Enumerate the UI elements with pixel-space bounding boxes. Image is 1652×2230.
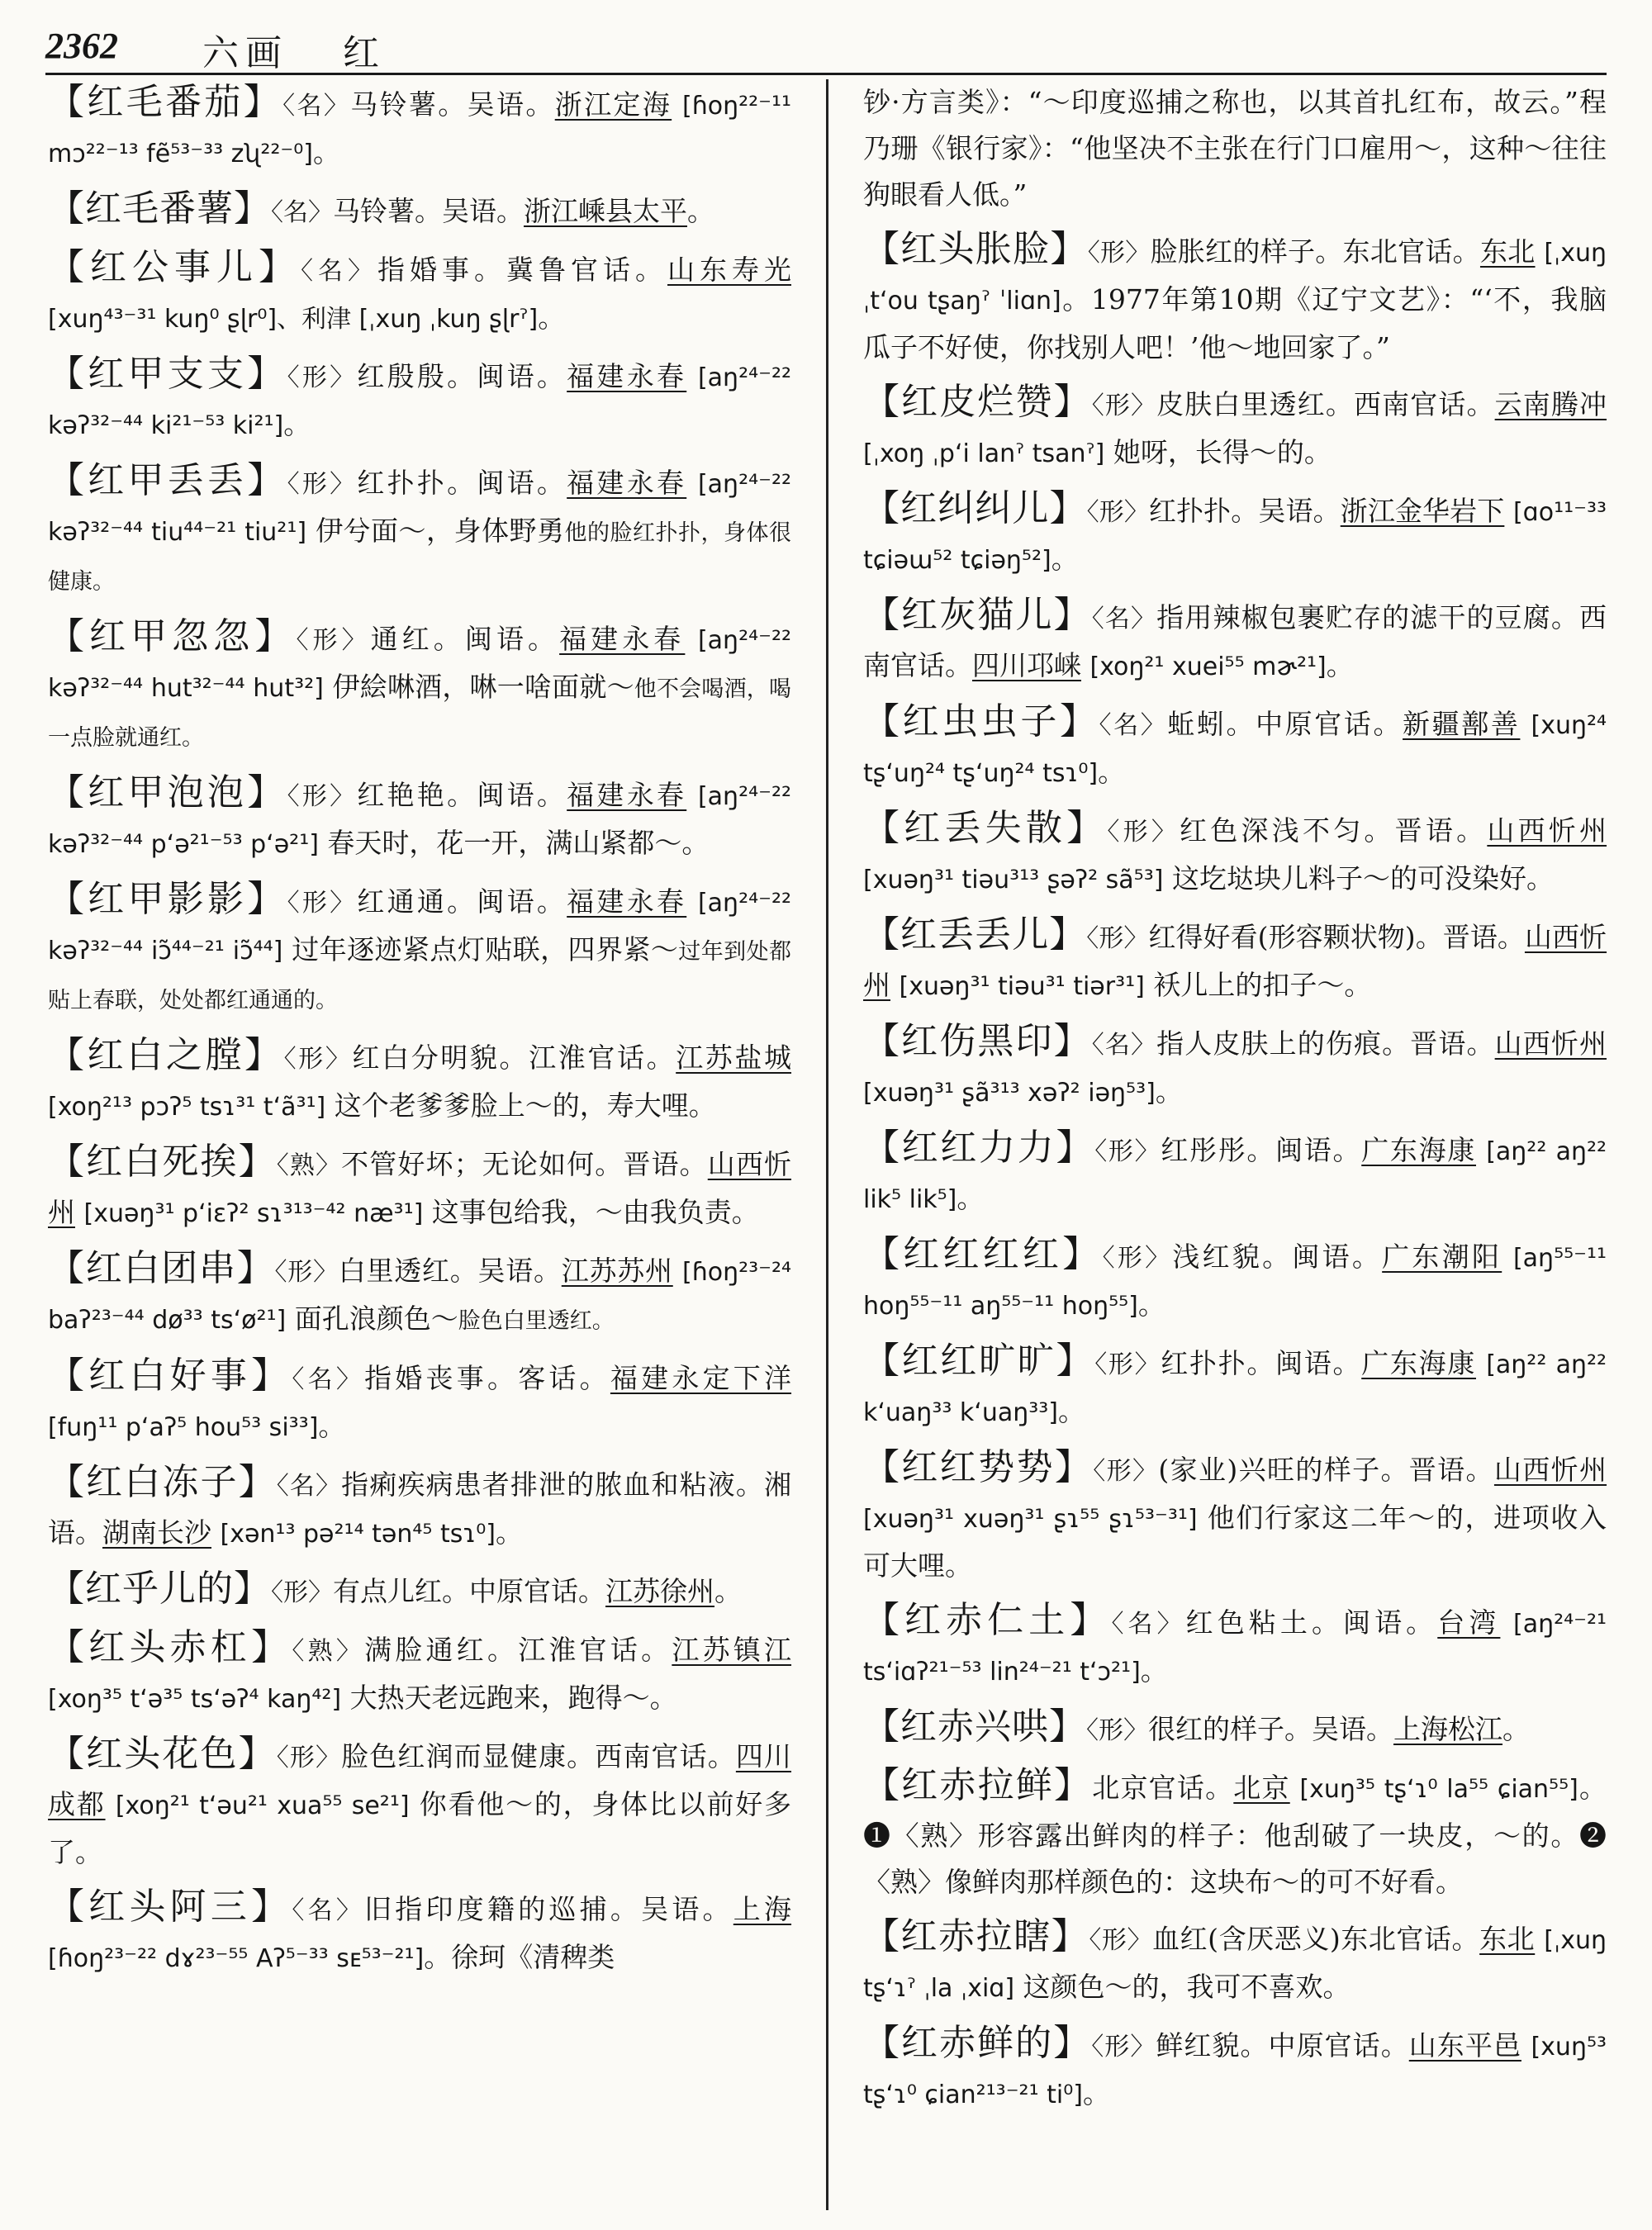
dialect-region: 北京 [1233, 1772, 1290, 1804]
column-divider [826, 79, 828, 2210]
dialect-region: 广东海康 [1361, 1134, 1476, 1166]
example-gloss: 过年到处都贴上春联，处处都红通通的。 [48, 939, 791, 1013]
part-of-speech: 〈名〉 [282, 92, 351, 121]
entry-headword: 【红丢丢儿】 [863, 913, 1087, 956]
example-text: 伊兮面～，身体野勇 [306, 515, 565, 547]
part-of-speech: 〈形〉 [276, 1744, 342, 1772]
definition: 浅红貌。闽语。 [1172, 1241, 1383, 1273]
dialect-region: 山西忻州 [48, 1148, 791, 1228]
entry-headword: 【红红旷旷】 [863, 1340, 1095, 1382]
dictionary-entry [48, 1032, 791, 1131]
definition: 红扑扑。闽语。 [1161, 1347, 1362, 1379]
pronunciation: [aŋ²² aŋ²² k‘uaŋ³³ k‘uaŋ³³] [863, 1350, 1607, 1427]
example-text: 。徐珂《清稗类 [424, 1941, 615, 1973]
dialect-region: 江苏徐州 [605, 1575, 714, 1607]
dialect-region: 江苏苏州 [561, 1255, 673, 1287]
pronunciation: [aŋ²⁴⁻²² kəʔ³²⁻⁴⁴ hut³²⁻⁴⁴ hut³²] [48, 626, 792, 703]
entry-headword: 【红赤拉鲜】 [863, 1764, 1093, 1806]
entry-headword: 【红赤拉瞎】 [863, 1915, 1089, 1957]
definition: 红殷殷。闽语。 [357, 360, 567, 392]
example-text: 。 [312, 136, 340, 168]
example-text: 。 [1082, 2077, 1110, 2109]
dialect-region: 福建永春 [567, 779, 687, 811]
dictionary-entry [48, 79, 791, 178]
pronunciation: [xuŋ³⁵ tʂ‘ɿ⁰ la⁵⁵ ɕian⁵⁵] [1299, 1775, 1578, 1804]
pronunciation: [xuŋ²⁴ tʂ‘uŋ²⁴ tʂ‘uŋ²⁴ tsɿ⁰] [863, 711, 1607, 788]
entry-headword: 【红纠纠儿】 [863, 487, 1087, 529]
pronunciation: [aŋ²⁴⁻²² kəʔ³²⁻⁴⁴ p‘ə²¹⁻⁵³ p‘ə²¹] [48, 782, 792, 859]
dictionary-entry [863, 592, 1607, 690]
dictionary-entry [863, 1018, 1607, 1117]
pronunciation: [fuŋ¹¹ p‘aʔ⁵ hou⁵³ si³³] [48, 1413, 319, 1442]
definition: (家业)兴旺的样子。晋语。 [1158, 1454, 1494, 1486]
definition: 鲜红貌。中原官话。 [1156, 2029, 1409, 2062]
dialect-region: 四川成都 [48, 1740, 791, 1820]
definition: 红艳艳。闽语。 [357, 779, 567, 811]
part-of-speech: 〈形〉 [1094, 1137, 1161, 1166]
left-column [48, 79, 791, 1990]
example-text: 。 [538, 301, 566, 334]
dictionary-entry [48, 1459, 791, 1558]
section-title: 六画 [202, 32, 288, 74]
definition: 红色深浅不匀。晋语。 [1180, 814, 1488, 847]
dictionary-entry [863, 1763, 1607, 1905]
example-text: 这圪垯块儿料子～的可没染好。 [1163, 862, 1554, 894]
pronunciation: [xuŋ⁵³ tʂ‘ɿ⁰ ɕian²¹³⁻²¹ ti⁰] [863, 2033, 1607, 2109]
example-text: 面孔浪颜色～ [286, 1302, 458, 1335]
dictionary-entry [48, 1566, 791, 1616]
pronunciation: [xən¹³ pə²¹⁴ tən⁴⁵ tsɿ⁰] [220, 1520, 496, 1549]
entry-headword: 【红白好事】 [48, 1355, 292, 1397]
example-text: 。 [1502, 1713, 1530, 1745]
pronunciation: [xuŋ⁴³⁻³¹ kuŋ⁰ ʂɭr⁰]、利津 [ˌxuŋ ˌkuŋ ʂɭrˀ] [48, 305, 539, 334]
entry-headword: 【红红力力】 [863, 1127, 1095, 1169]
dialect-region: 浙江金华岩下 [1340, 495, 1505, 527]
part-of-speech: 〈熟〉 [276, 1151, 342, 1180]
definition: 红得好看(形容颗状物)。晋语。 [1148, 921, 1525, 953]
pronunciation: [xuəŋ³¹ ʂã³¹³ xəʔ² iəŋ⁵³] [863, 1079, 1156, 1108]
example-text: 。 [496, 1516, 523, 1549]
part-of-speech: 〈形〉 [283, 1045, 353, 1074]
pronunciation: [xoŋ²¹ xuei⁵⁵ mɚ²¹] [1089, 652, 1327, 681]
dialect-region: 福建永定下洋 [610, 1362, 792, 1394]
definition: 血红(含厌恶义)东北官话。 [1152, 1923, 1480, 1955]
example-gloss: 脸色白里透红。 [458, 1308, 615, 1334]
part-of-speech: 〈形〉 [1087, 239, 1151, 268]
dictionary-entry [48, 1625, 791, 1723]
example-text: 。 [1137, 1288, 1165, 1321]
example-text: 大热天老远跑来，跑得～。 [341, 1682, 677, 1714]
example-gloss: 他的脸红扑扑，身体很健康。 [48, 520, 791, 595]
dialect-region: 上海松江 [1393, 1713, 1502, 1745]
definition: 有点儿红。中原官话。 [333, 1575, 605, 1607]
right-column [863, 79, 1607, 2127]
dictionary-entry [863, 226, 1607, 371]
pronunciation: [xuəŋ³¹ tiəu³¹ tiər³¹] [899, 972, 1145, 1001]
example-text: 伊絵啉酒，啉一啥面就～ [323, 671, 634, 703]
part-of-speech: 〈形〉 [287, 782, 358, 811]
dictionary-entry [48, 351, 791, 449]
dialect-region: 福建永春 [567, 885, 687, 918]
definition: 蚯蚓。中原官话。 [1167, 708, 1403, 740]
dictionary-entry [48, 770, 791, 868]
dialect-region: 江苏盐城 [676, 1041, 792, 1074]
part-of-speech: 〈名〉 [292, 1896, 365, 1925]
entry-headword: 【红乎儿的】 [48, 1568, 271, 1610]
example-text: 。 [1155, 1075, 1183, 1108]
dictionary-entry [48, 614, 791, 762]
definition: 皮肤白里透红。西南官话。 [1156, 388, 1495, 420]
part-of-speech: 〈名〉 [1091, 605, 1157, 633]
entry-headword: 【红甲支支】 [48, 353, 287, 395]
dialect-region: 浙江定海 [554, 88, 672, 121]
dictionary-entry [863, 379, 1607, 477]
part-of-speech: 〈名〉 [301, 257, 377, 286]
entry-headword: 【红头阿三】 [48, 1886, 292, 1928]
dictionary-entry [863, 486, 1607, 584]
part-of-speech: 〈形〉 [296, 626, 371, 655]
dictionary-entry [48, 1353, 791, 1451]
definition: 指婚丧事。客话。 [364, 1362, 610, 1394]
definition: 红扑扑。闽语。 [357, 467, 567, 499]
dictionary-entry [48, 244, 791, 343]
definition: 红色粘土。闽语。 [1185, 1606, 1438, 1639]
example-text: 。 [1140, 1654, 1168, 1687]
definition: 脸胀红的样子。东北官话。 [1150, 235, 1480, 268]
entry-headword: 【红灰猫儿】 [863, 594, 1092, 636]
example-text: 这个老爹爹脸上～的，寿大哩。 [325, 1089, 716, 1122]
definition: 指婚事。冀鲁官话。 [377, 254, 667, 286]
dialect-region: 山东平邑 [1408, 2029, 1521, 2062]
entry-headword: 【红甲忽忽】 [48, 615, 297, 657]
dialect-region: 四川邛崃 [972, 649, 1081, 681]
entry-headword: 【红赤仁土】 [863, 1599, 1112, 1641]
dialect-region: 福建永春 [567, 467, 687, 499]
entry-headword: 【红甲丢丢】 [48, 459, 287, 501]
definition: 红白分明貌。江淮官话。 [352, 1041, 676, 1074]
pronunciation: [aŋ⁵⁵⁻¹¹ hoŋ⁵⁵⁻¹¹ aŋ⁵⁵⁻¹¹ hoŋ⁵⁵] [863, 1244, 1607, 1321]
part-of-speech: 〈形〉 [271, 1578, 333, 1607]
part-of-speech: 〈名〉 [1099, 711, 1168, 740]
dictionary-entry [48, 186, 791, 236]
dialect-region: 福建永春 [559, 623, 686, 655]
dictionary-entry [863, 1125, 1607, 1223]
dictionary-entry [863, 699, 1607, 797]
dictionary-entry [863, 2020, 1607, 2118]
entry-headword: 【红头赤杠】 [48, 1626, 292, 1668]
dialect-region: 广东潮阳 [1382, 1241, 1502, 1273]
part-of-speech: 〈形〉 [287, 363, 358, 392]
definition: 红彤彤。闽语。 [1161, 1134, 1362, 1166]
example-text: 。 [1326, 649, 1354, 681]
part-of-speech: 〈熟〉 [292, 1637, 365, 1666]
part-of-speech: 〈名〉 [1111, 1610, 1186, 1639]
definition: 指痢疾病患者排泄的脓血和粘液。湘语。 [48, 1468, 791, 1549]
part-of-speech: 〈形〉 [1107, 818, 1180, 847]
dialect-region: 湖南长沙 [102, 1516, 211, 1549]
entry-headword: 【红公事儿】 [48, 246, 301, 288]
part-of-speech: 〈名〉 [292, 1365, 365, 1394]
dialect-region: 山东寿光 [667, 254, 791, 286]
part-of-speech: 〈形〉 [1086, 498, 1149, 527]
definition: 很红的样子。吴语。 [1148, 1713, 1393, 1745]
pronunciation: [xuəŋ³¹ p‘iɛʔ² sɿ³¹³⁻⁴² næ³¹] [83, 1199, 424, 1228]
definition: 红扑扑。吴语。 [1148, 495, 1341, 527]
entry-headword: 【红伤黑印】 [863, 1020, 1092, 1062]
entry-headword: 【红头花色】 [48, 1733, 277, 1775]
definition: 马铃薯。吴语。 [350, 88, 555, 121]
pronunciation: [ɑo¹¹⁻³³ tɕiəɯ⁵² tɕiəŋ⁵²] [863, 498, 1607, 575]
part-of-speech: 〈形〉 [287, 889, 358, 918]
dialect-region: 山西忻州 [1493, 1454, 1607, 1486]
entry-headword: 【红白之膛】 [48, 1034, 284, 1076]
dialect-region: 山西忻州 [1494, 1027, 1607, 1060]
part-of-speech: 〈形〉 [1089, 1926, 1153, 1955]
dialect-region: 山西忻州 [863, 921, 1607, 1001]
part-of-speech: 〈名〉 [1091, 1031, 1157, 1060]
dictionary-entry [48, 1139, 791, 1237]
dictionary-entry [48, 1731, 791, 1876]
example-text: 春天时，花一开，满山紧都～。 [318, 827, 710, 859]
dictionary-entry [48, 876, 791, 1024]
dictionary-entry [863, 912, 1607, 1010]
part-of-speech: 〈形〉 [274, 1258, 339, 1287]
example-text: 这颜色～的，我可不喜欢。 [1014, 1971, 1351, 2003]
part-of-speech: 〈名〉 [271, 198, 333, 227]
definition: 旧指印度籍的巡捕。吴语。 [364, 1893, 733, 1925]
dialect-region: 台湾 [1437, 1606, 1501, 1639]
entry-headword: 【红白团串】 [48, 1247, 275, 1289]
entry-headword: 【红白冻子】 [48, 1461, 277, 1503]
part-of-speech: 〈形〉 [1094, 1350, 1161, 1379]
dictionary-entry [863, 1704, 1607, 1754]
dialect-region: 新疆鄯善 [1403, 708, 1521, 740]
pronunciation: [ɦoŋ²²⁻¹¹ mɔ²²⁻¹³ fẽ⁵³⁻³³ zʯ²²⁻⁰] [48, 92, 792, 168]
definition: 不管好坏；无论如何。晋语。 [341, 1148, 708, 1180]
dialect-region: 东北 [1479, 1923, 1536, 1955]
example-text: 这事包给我，～由我负责。 [423, 1196, 759, 1228]
pronunciation: [ˌxoŋ ˌp‘i lanˀ tsanˀ] [863, 439, 1105, 468]
example-text: 。 [318, 1410, 346, 1442]
entry-headword: 【红虫虫子】 [863, 700, 1099, 743]
definition: 白里透红。吴语。 [338, 1255, 562, 1287]
definition: 钞·方言类》：“～印度巡捕之称也，以其首扎红布，故云。”程乃珊《银行家》：“他坚决不主张在行门口雇用～，这种～往往狗眼看人低。” [863, 86, 1607, 211]
entry-headword: 【红甲影影】 [48, 878, 287, 920]
definition: 脸色红润而显健康。西南官话。 [341, 1740, 736, 1772]
part-of-speech: 〈形〉 [1086, 924, 1149, 953]
dialect-region: 山西忻州 [1487, 814, 1607, 847]
part-of-speech: 〈形〉 [287, 470, 358, 499]
pronunciation: [xoŋ²¹³ pɔʔ⁵ tsɿ³¹ t‘ã³¹] [48, 1093, 326, 1122]
example-text: 他们行家这二年～的，进项收入可大哩。 [863, 1502, 1607, 1582]
dictionary-entry [863, 1338, 1607, 1436]
pronunciation: [aŋ²⁴⁻²² kəʔ³²⁻⁴⁴ tiu⁴⁴⁻²¹ tiu²¹] [48, 470, 792, 547]
definition: 指用辣椒包裹贮存的滤干的豆腐。西南官话。 [863, 601, 1607, 681]
definition: 满脸通红。江淮官话。 [364, 1634, 672, 1666]
definition: 马铃薯。吴语。 [333, 195, 524, 227]
example-text: 。1977年第10期《辽宁文艺》：“‘不，我脑瓜子不好使，你找别人吧！’他～地回家了。” [863, 283, 1607, 363]
dialect-region: 上海 [733, 1893, 792, 1925]
dictionary-entry [863, 79, 1607, 218]
example-text: 。 [714, 1575, 742, 1607]
entry-headword: 【红头胀脸】 [863, 228, 1088, 270]
dictionary-entry [863, 1914, 1607, 2012]
pronunciation: [aŋ²⁴⁻²² kəʔ³²⁻⁴⁴ iɔ̃⁴⁴⁻²¹ iɔ̃⁴⁴] [48, 889, 792, 966]
part-of-speech: 〈形〉 [1086, 1716, 1148, 1745]
part-of-speech: 〈形〉 [1102, 1244, 1173, 1273]
dictionary-entry [863, 805, 1607, 904]
part-of-speech: 〈名〉 [276, 1472, 342, 1501]
entry-headword: 【红毛番薯】 [48, 187, 271, 230]
entry-headword: 【红白死挨】 [48, 1141, 277, 1183]
dictionary-entry [48, 1884, 791, 1982]
part-of-speech: 〈形〉 [1091, 2033, 1156, 2062]
entry-headword: 【红红红红】 [863, 1233, 1103, 1275]
definition: 北京官话。 [1092, 1772, 1234, 1804]
pronunciation: [xoŋ³⁵ t‘ə³⁵ ts‘əʔ⁴ kaŋ⁴²] [48, 1685, 342, 1714]
pronunciation: [ˌxuŋ ˌt‘ou tʂaŋˀ ˈliɑn] [863, 239, 1607, 316]
entry-headword: 【红皮烂赞】 [863, 381, 1092, 423]
dialect-region: 福建永春 [567, 360, 687, 392]
dialect-region: 江苏镇江 [672, 1634, 792, 1666]
example-text: 。 [1051, 543, 1079, 575]
pronunciation: [aŋ²⁴⁻²² kəʔ³²⁻⁴⁴ ki²¹⁻⁵³ ki²¹] [48, 363, 792, 440]
example-gloss: 他不会喝酒，喝一点脸就通红。 [48, 676, 791, 751]
dictionary-entry [863, 1231, 1607, 1330]
dialect-region: 云南腾冲 [1494, 388, 1607, 420]
dictionary-entry [863, 1597, 1607, 1696]
entry-headword: 【红毛番茄】 [48, 81, 283, 123]
example-text: 。 [283, 408, 311, 440]
pronunciation: [xoŋ²¹ t‘əu²¹ xua⁵⁵ se²¹] [115, 1791, 410, 1820]
dictionary-entry [863, 1445, 1607, 1589]
pronunciation: [ˌxuŋ tʂ‘ɿˀ ˌla ˌxiɑ] [863, 1926, 1607, 2003]
head-character: 红 [343, 32, 379, 74]
dialect-region: 广东海康 [1361, 1347, 1476, 1379]
dictionary-entry [48, 1245, 791, 1345]
pronunciation: [ɦoŋ²³⁻²² dɤ²³⁻⁵⁵ Aʔ⁵⁻³³ sᴇ⁵³⁻²¹] [48, 1944, 425, 1973]
entry-headword: 【红红势势】 [863, 1446, 1094, 1488]
dictionary-entry [48, 458, 791, 605]
example-text: 。 [687, 195, 714, 227]
definition: 通红。闽语。 [370, 623, 560, 655]
page-header [45, 15, 1607, 75]
part-of-speech: 〈形〉 [1093, 1457, 1159, 1486]
definition: 指人皮肤上的伤痕。晋语。 [1156, 1027, 1495, 1060]
dialect-region: 浙江嵊县太平 [524, 195, 687, 227]
page-number: 2362 [45, 26, 118, 66]
example-text: 。❶〈熟〉形容露出鲜肉的样子：他刮破了一块皮，～的。❷〈熟〉像鲜肉那样颜色的：这块布～的可不好看。 [863, 1772, 1607, 1898]
example-text: 她呀，长得～的。 [1104, 436, 1332, 468]
entry-headword: 【红赤鲜的】 [863, 2022, 1092, 2064]
example-text: 过年逐迹紧点灯贴联，四界紧～ [282, 933, 679, 966]
entry-headword: 【红赤兴哄】 [863, 1706, 1086, 1748]
example-text: 。 [1098, 756, 1126, 788]
pronunciation: [aŋ²⁴⁻²¹ ts‘iɑʔ²¹⁻⁵³ lin²⁴⁻²¹ t‘ɔ²¹] [863, 1610, 1607, 1687]
part-of-speech: 〈形〉 [1091, 391, 1157, 420]
example-text: 袄儿上的扣子～。 [1144, 969, 1372, 1001]
pronunciation: [xuəŋ³¹ xuəŋ³¹ ʂɿ⁵⁵ ʂɿ⁵³⁻³¹] [863, 1505, 1198, 1534]
entry-headword: 【红丢失散】 [863, 807, 1108, 849]
dialect-region: 东北 [1479, 235, 1536, 268]
pronunciation: [xuəŋ³¹ tiəu³¹³ ʂəʔ² sã⁵³] [863, 866, 1164, 894]
example-text: 。 [1058, 1395, 1085, 1427]
pronunciation: [ɦoŋ²³⁻²⁴ baʔ²³⁻⁴⁴ dø³³ ts‘ø²¹] [48, 1258, 792, 1335]
entry-headword: 【红甲泡泡】 [48, 771, 287, 814]
definition: 红通通。闽语。 [357, 885, 567, 918]
pronunciation: [aŋ²² aŋ²² lik⁵ lik⁵] [863, 1137, 1607, 1214]
example-text: 。 [957, 1182, 985, 1214]
example-text: 你看他～的，身体比以前好多了。 [48, 1788, 792, 1868]
